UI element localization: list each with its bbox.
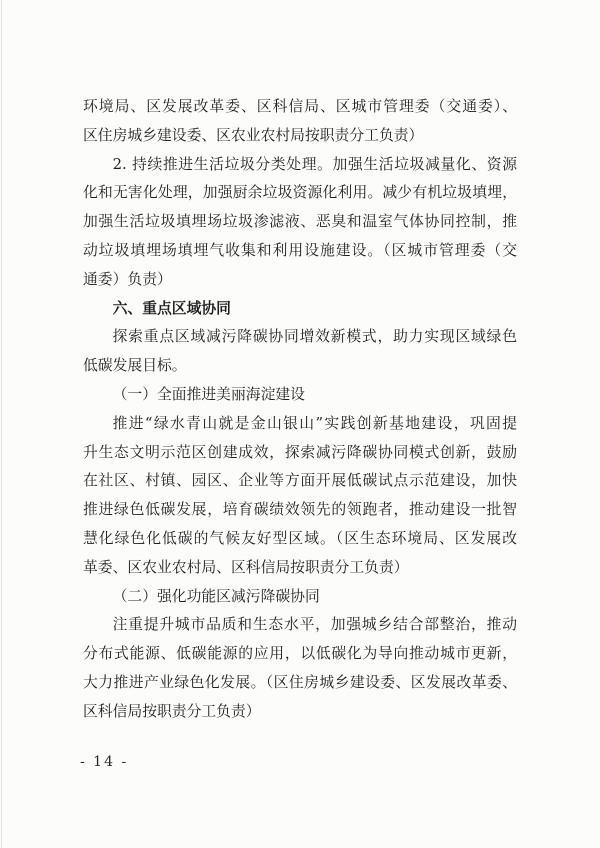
text-line: 在社区、村镇、园区、企业等方面开展低碳试点示范建设，加快 (83, 472, 517, 490)
text-line: 推进绿色低碳发展，培育碳绩效领先的领跑者，推动建设一批智 (83, 501, 517, 519)
section-heading: 六、重点区域协同 (112, 299, 231, 317)
text-line: 注重提升城市品质和生态水平，加强城乡结合部整治，推动 (112, 616, 517, 634)
text-line: 升生态文明示范区创建成效，探索减污降碳协同模式创新，鼓励 (83, 443, 517, 461)
text-line: 大力推进产业绿色化发展。（区住房城乡建设委、区发展改革委、 (83, 673, 517, 691)
page-number: - 14 - (80, 754, 129, 770)
text-line: 通委）负责） (83, 270, 172, 288)
body-text (83, 93, 517, 727)
text-line: 低碳发展目标。 (83, 357, 187, 375)
text-line: 探索重点区域减污降碳协同增效新模式，助力实现区域绿色 (112, 328, 517, 346)
text-line: 加强生活垃圾填埋场垃圾渗滤液、恶臭和温室气体协同控制，推 (83, 213, 517, 231)
text-line: 动垃圾填埋场填埋气收集和利用设施建设。（区城市管理委（交 (83, 241, 517, 259)
text-line: 推进“绿水青山就是金山银山”实践创新基地建设，巩固提 (112, 414, 517, 432)
scan-edge (1, 0, 2, 848)
text-line: 区科信局按职责分工负责） (83, 702, 261, 720)
text-line: 慧化绿色化低碳的气候友好型区域。（区生态环境局、区发展改 (83, 529, 517, 547)
text-line: 2. 持续推进生活垃圾分类处理。加强生活垃圾减量化、资源 (112, 155, 517, 173)
text-line: 区住房城乡建设委、区农业农村局按职责分工负责） (83, 126, 424, 144)
text-line: 环境局、区发展改革委、区科信局、区城市管理委（交通委）、 (83, 98, 517, 115)
text-line: 革委、区农业农村局、区科信局按职责分工负责） (83, 558, 409, 576)
text-line: 分布式能源、低碳能源的应用，以低碳化为导向推动城市更新， (83, 645, 517, 663)
subsection-heading: （二）强化功能区减污降碳协同 (112, 587, 320, 605)
text-line: 化和无害化处理，加强厨余垃圾资源化利用。减少有机垃圾填埋， (83, 184, 517, 202)
subsection-heading: （一）全面推进美丽海淀建设 (112, 385, 305, 403)
